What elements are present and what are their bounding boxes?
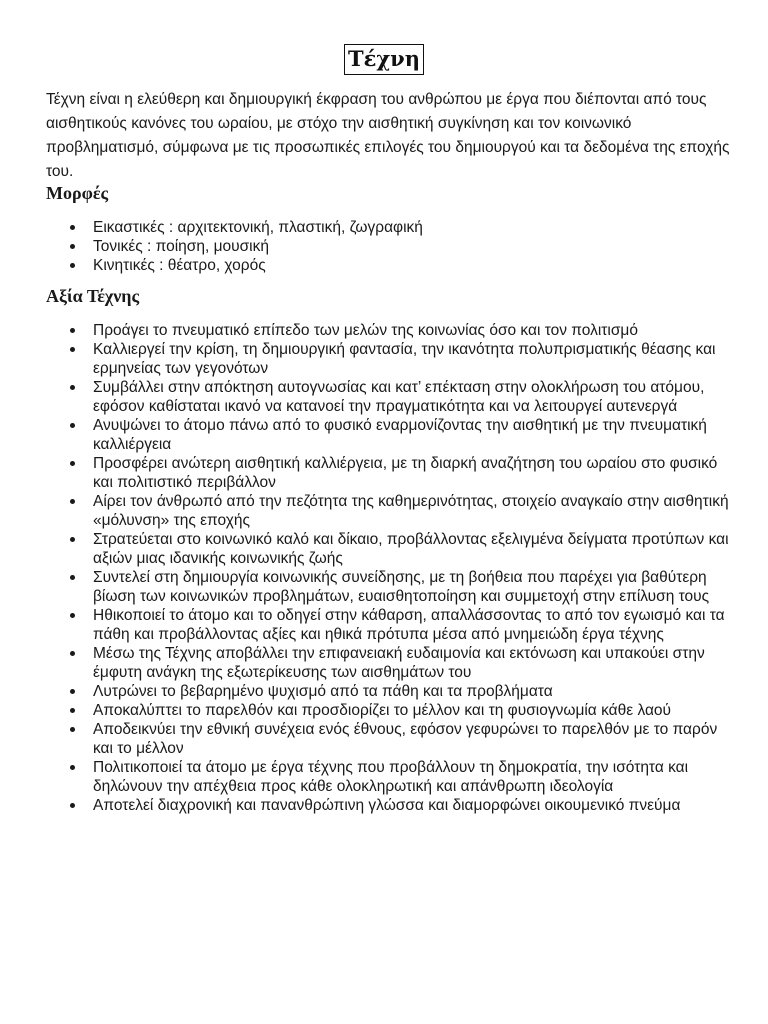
list-item: Συμβάλλει στην απόκτηση αυτογνωσίας και κατ’ επέκταση στην ολοκλήρωση του ατόμου, εφόσον καθίσταται ικανό να κατανοεί την πραγματικότητα και να λειτουργεί αυτενεργά [46,378,736,416]
list-item: Αίρει τον άνθρωπό από την πεζότητα της καθημερινότητας, στοιχείο αναγκαίο στην αισθητική «μόλυνση» της εποχής [46,492,736,530]
section-heading-art-value: Αξία Τέχνης [46,286,140,306]
list-item: Τονικές : ποίηση, μουσική [46,237,736,256]
list-item: Προάγει το πνευματικό επίπεδο των μελών της κοινωνίας όσο και τον πολιτισμό [46,321,736,340]
list-item: Στρατεύεται στο κοινωνικό καλό και δίκαιο, προβάλλοντας εξελιγμένα δείγματα προτύπων και αξιών μιας ιδανικής κοινωνικής ζωής [46,530,736,568]
intro-paragraph: Τέχνη είναι η ελεύθερη και δημιουργική έκφραση του ανθρώπου με έργα που διέπονται από τους αισθητικούς κανόνες του ωραίου, με στόχο την αισθητική συγκίνηση και τον κοινωνικό προβληματισμό, σύμφωνα με τις προσωπικές επιλογές του δημιουργού και τα δεδομένα της εποχής του. [46,91,730,180]
list-item: Ηθικοποιεί το άτομο και το οδηγεί στην κάθαρση, απαλλάσσοντας το από τον εγωισμό και τα πάθη και προβάλλοντας αξίες και ηθικά πρότυπα μέσα από μνημειώδη έργα τέχνης [46,606,736,644]
list-item: Κινητικές : θέατρο, χορός [46,256,736,275]
list-item: Προσφέρει ανώτερη αισθητική καλλιέργεια, με τη διαρκή αναζήτηση του ωραίου στο φυσικό και πολιτιστικό περιβάλλον [46,454,736,492]
list-item: Αποδεικνύει την εθνική συνέχεια ενός έθνους, εφόσον γεφυρώνει το παρελθόν με το παρόν και το μέλλον [46,720,736,758]
page-title: Τέχνη [344,44,424,75]
title-container [0,44,768,75]
list-item: Αποτελεί διαχρονική και πανανθρώπινη γλώσσα και διαμορφώνει οικουμενικό πνεύμα [46,796,736,815]
list-item: Μέσω της Τέχνης αποβάλλει την επιφανειακή ευδαιμονία και εκτόνωση και υπακούει στην έμφυτη ανάγκη της εξωτερίκευσης των αισθημάτων του [46,644,736,682]
list-item: Αποκαλύπτει το παρελθόν και προσδιορίζει το μέλλον και τη φυσιογνωμία κάθε λαού [46,701,736,720]
list-item: Εικαστικές : αρχιτεκτονική, πλαστική, ζωγραφική [46,218,736,237]
forms-list [46,218,736,275]
list-item: Συντελεί στη δημιουργία κοινωνικής συνείδησης, με τη βοήθεια που παρέχει για βαθύτερη βίωση των κοινωνικών προβλημάτων, ευαισθητοποίηση και συμμετοχή στην επίλυση τους [46,568,736,606]
section-heading-forms: Μορφές [46,183,109,203]
list-item: Πολιτικοποιεί τα άτομο με έργα τέχνης που προβάλλουν τη δημοκρατία, την ισότητα και δηλώνουν την απέχθεια προς κάθε ολοκληρωτική και απάνθρωπη ιδεολογία [46,758,736,796]
art-value-list [46,321,736,815]
list-item: Καλλιεργεί την κρίση, τη δημιουργική φαντασία, την ικανότητα πολυπρισματικής θέασης και ερμηνείας των γεγονότων [46,340,736,378]
list-item: Ανυψώνει το άτομο πάνω από το φυσικό εναρμονίζοντας την αισθητική με την πνευματική καλλιέργεια [46,416,736,454]
list-item: Λυτρώνει το βεβαρημένο ψυχισμό από τα πάθη και τα προβλήματα [46,682,736,701]
